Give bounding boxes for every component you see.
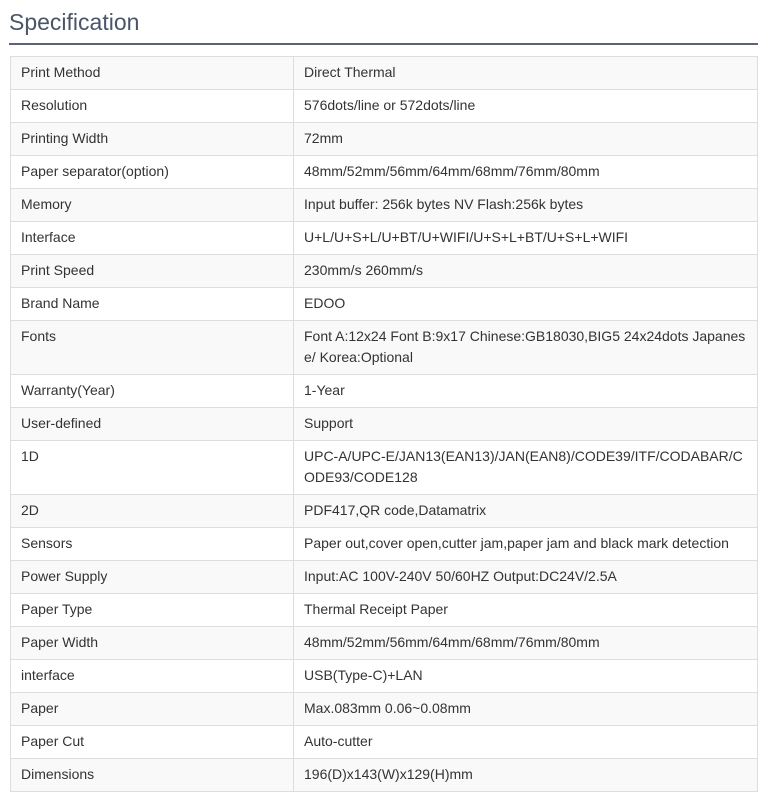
spec-value: Auto-cutter (294, 726, 758, 759)
table-row (11, 726, 758, 759)
spec-label: Fonts (11, 321, 294, 375)
table-row (11, 627, 758, 660)
table-row (11, 189, 758, 222)
spec-value: 48mm/52mm/56mm/64mm/68mm/76mm/80mm (294, 627, 758, 660)
spec-value: Thermal Receipt Paper (294, 594, 758, 627)
table-row (11, 528, 758, 561)
spec-label: Print Speed (11, 255, 294, 288)
spec-value: 1-Year (294, 375, 758, 408)
spec-value: 72mm (294, 123, 758, 156)
specification-table (10, 56, 758, 792)
section-title: Specification (9, 9, 140, 35)
table-row (11, 660, 758, 693)
spec-label: Brand Name (11, 288, 294, 321)
spec-label: Dimensions (11, 759, 294, 792)
table-row (11, 222, 758, 255)
spec-label: Memory (11, 189, 294, 222)
spec-label: Paper (11, 693, 294, 726)
table-row (11, 321, 758, 375)
table-row (11, 156, 758, 189)
spec-value: 196(D)x143(W)x129(H)mm (294, 759, 758, 792)
spec-value: Font A:12x24 Font B:9x17 Chinese:GB18030,BIG5 24x24dots Japanese/ Korea:Optional (294, 321, 758, 375)
spec-label: Paper Cut (11, 726, 294, 759)
table-row (11, 561, 758, 594)
spec-label: Paper separator(option) (11, 156, 294, 189)
spec-value: Input buffer: 256k bytes NV Flash:256k bytes (294, 189, 758, 222)
spec-value: 48mm/52mm/56mm/64mm/68mm/76mm/80mm (294, 156, 758, 189)
spec-label: Power Supply (11, 561, 294, 594)
spec-label: 2D (11, 495, 294, 528)
spec-value: 576dots/line or 572dots/line (294, 90, 758, 123)
table-row (11, 255, 758, 288)
spec-label: interface (11, 660, 294, 693)
spec-label: Print Method (11, 57, 294, 90)
table-row (11, 759, 758, 792)
table-row (11, 495, 758, 528)
title-divider (9, 43, 758, 45)
table-row (11, 408, 758, 441)
spec-label: Paper Type (11, 594, 294, 627)
spec-label: Resolution (11, 90, 294, 123)
spec-value: U+L/U+S+L/U+BT/U+WIFI/U+S+L+BT/U+S+L+WIFI (294, 222, 758, 255)
spec-value: Direct Thermal (294, 57, 758, 90)
spec-label: Warranty(Year) (11, 375, 294, 408)
table-row (11, 594, 758, 627)
spec-label: Paper Width (11, 627, 294, 660)
spec-value: UPC-A/UPC-E/JAN13(EAN13)/JAN(EAN8)/CODE39/ITF/CODABAR/CODE93/CODE128 (294, 441, 758, 495)
spec-value: 230mm/s 260mm/s (294, 255, 758, 288)
spec-label: Printing Width (11, 123, 294, 156)
spec-label: Sensors (11, 528, 294, 561)
spec-value: Support (294, 408, 758, 441)
table-row (11, 441, 758, 495)
spec-label: 1D (11, 441, 294, 495)
spec-value: Paper out,cover open,cutter jam,paper jam and black mark detection (294, 528, 758, 561)
table-row (11, 123, 758, 156)
table-row (11, 693, 758, 726)
table-row (11, 57, 758, 90)
spec-value: EDOO (294, 288, 758, 321)
table-row (11, 375, 758, 408)
spec-value: Input:AC 100V-240V 50/60HZ Output:DC24V/2.5A (294, 561, 758, 594)
spec-value: PDF417,QR code,Datamatrix (294, 495, 758, 528)
spec-value: Max.083mm 0.06~0.08mm (294, 693, 758, 726)
table-row (11, 90, 758, 123)
table-row (11, 288, 758, 321)
spec-label: Interface (11, 222, 294, 255)
spec-label: User-defined (11, 408, 294, 441)
spec-value: USB(Type-C)+LAN (294, 660, 758, 693)
